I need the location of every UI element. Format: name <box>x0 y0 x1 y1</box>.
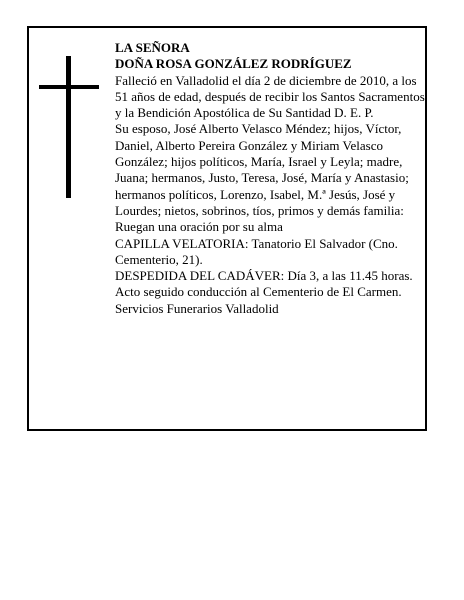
farewell-paragraph: DESPEDIDA DEL CADÁVER: Día 3, a las 11.45 horas. Acto seguido conducción al Cementerio de El Carmen. <box>115 268 413 300</box>
chapel-paragraph: CAPILLA VELATORIA: Tanatorio El Salvador (Cno. Cementerio, 21). <box>115 235 398 267</box>
cross-vertical-bar <box>66 56 71 198</box>
obituary-notice <box>27 26 427 431</box>
cross-horizontal-bar <box>39 85 99 89</box>
deceased-name: DOÑA ROSA GONZÁLEZ RODRÍGUEZ <box>115 56 352 72</box>
notice-title-line1: LA SEÑORA <box>115 40 190 55</box>
funeral-services-line: Servicios Funerarios Valladolid <box>115 300 279 316</box>
prayer-line: Ruegan una oración por su alma <box>115 219 283 235</box>
death-paragraph: Falleció en Valladolid el día 2 de diciembre de 2010, a los 51 años de edad, después de recibir los Santos Sacramentos y la Bendición Apostólica de Su Santidad D. E. P. <box>115 72 425 121</box>
notice-text <box>115 40 425 317</box>
latin-cross-icon <box>39 56 99 198</box>
family-paragraph: Su esposo, José Alberto Velasco Méndez; hijos, Víctor, Daniel, Alberto Pereira González y Miriam Velasco González; hijos políticos, María, Israel y Leyla; madre, Juana; hermanos, Justo, Teresa, José, María y Anastasio; hermanos políticos, Lorenzo, Isabel, M.ª Jesús, José y Lourdes; nietos, sobrinos, tíos, primos y demás familia: <box>115 121 409 218</box>
